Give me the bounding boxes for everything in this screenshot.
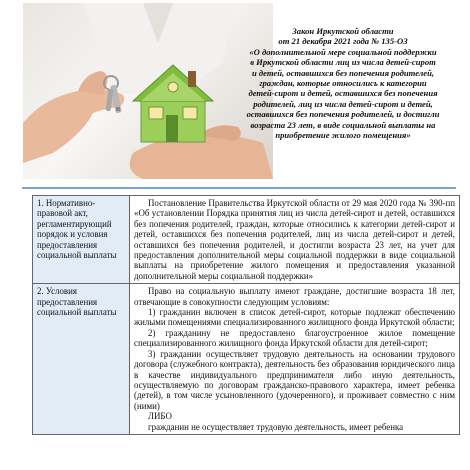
- row-label: 2. Условия предоставления социальной выплаты: [37, 286, 117, 318]
- law-title-line: в Иркутской области лиц из числа детей-сирот: [250, 57, 436, 68]
- law-title-line: родителей, лиц из числа детей-сирот и детей,: [253, 98, 433, 109]
- section-divider: [22, 187, 456, 189]
- row-paragraph: гражданин не осуществляет трудовую деятельность, имеет ребенка: [148, 421, 404, 432]
- row-paragraph: 3) гражданин осуществляет трудовую деятельность на основании трудового договора (служебного контракта), деятельность без образования юридического лица в качестве индивидуального предпринимателя либо иную деятельность, осуществляемую по договорам гражданско-правового характера, имеет ребенка (детей), в том числе усыновленного (удочеренного), и проживает совместно с ним (ними): [134, 348, 455, 411]
- row-paragraph: ЛИБО: [148, 411, 172, 422]
- row-content-cell: [130, 196, 460, 284]
- row-label-cell: [33, 284, 130, 435]
- law-title-line: возраста 23 лет, в виде социальной выплаты на: [250, 119, 436, 130]
- row-paragraph: 2) гражданину не предоставлено благоустроенное жилое помещение специализированного жилищного фонда Иркутской области для детей-сирот;: [134, 327, 455, 349]
- law-title-line: от 21 декабря 2021 года № 135-ОЗ: [278, 36, 408, 47]
- law-title-line: оставшихся без попечения родителей, и достигли: [246, 109, 440, 120]
- law-title-line: Закон Иркутской области: [292, 26, 394, 36]
- row-paragraph: Постановление Правительства Иркутской области от 29 мая 2020 года № 390-пп «Об установлении Порядка принятия лиц из числа детей-сирот и детей, оставшихся без попечения родителей, граждан, которые относились к категории детей-сирот и детей, оставшихся без попечения родителей, лиц из числа детей-сирот и детей, оставшихся без попечения родителей, и достигли возраста 23 лет, на учет для предоставления дополнительной меры социальной поддержки в виде социальной выплаты на приобретение жилого помещения и предоставления указанной дополнительной меры социальной поддержки»: [134, 198, 455, 281]
- row-paragraph: 1) гражданин включен в список детей-сирот, которые подлежат обеспечению жилыми помещениями специализированного жилищного фонда Иркутской области;: [134, 307, 455, 328]
- row-label-cell: [33, 196, 130, 284]
- law-title-line: и детей, оставшихся без попечения родителей,: [251, 67, 435, 78]
- left-hand: [23, 71, 124, 163]
- law-conditions-table: [32, 195, 460, 435]
- table-row: [33, 284, 460, 435]
- law-title-line: приобретение жилого помещения»: [275, 130, 411, 141]
- law-title: [229, 26, 457, 140]
- table-row: [33, 196, 460, 284]
- law-title-line: «О дополнительной мере социальной поддержки: [249, 46, 437, 57]
- law-title-line: граждан, которые относились к категории: [259, 78, 427, 89]
- row-paragraph: Право на социальную выплату имеют граждане, достигшие возраста 18 лет, отвечающие в совокупности следующим условиям:: [134, 286, 455, 307]
- row-content-cell: [130, 284, 460, 435]
- row-label: 1. Нормативно-правовой акт, регламентирующий порядок и условия предоставления социальной выплаты: [37, 198, 117, 261]
- law-title-line: детей-сирот и детей, оставшихся без попечения: [248, 88, 438, 99]
